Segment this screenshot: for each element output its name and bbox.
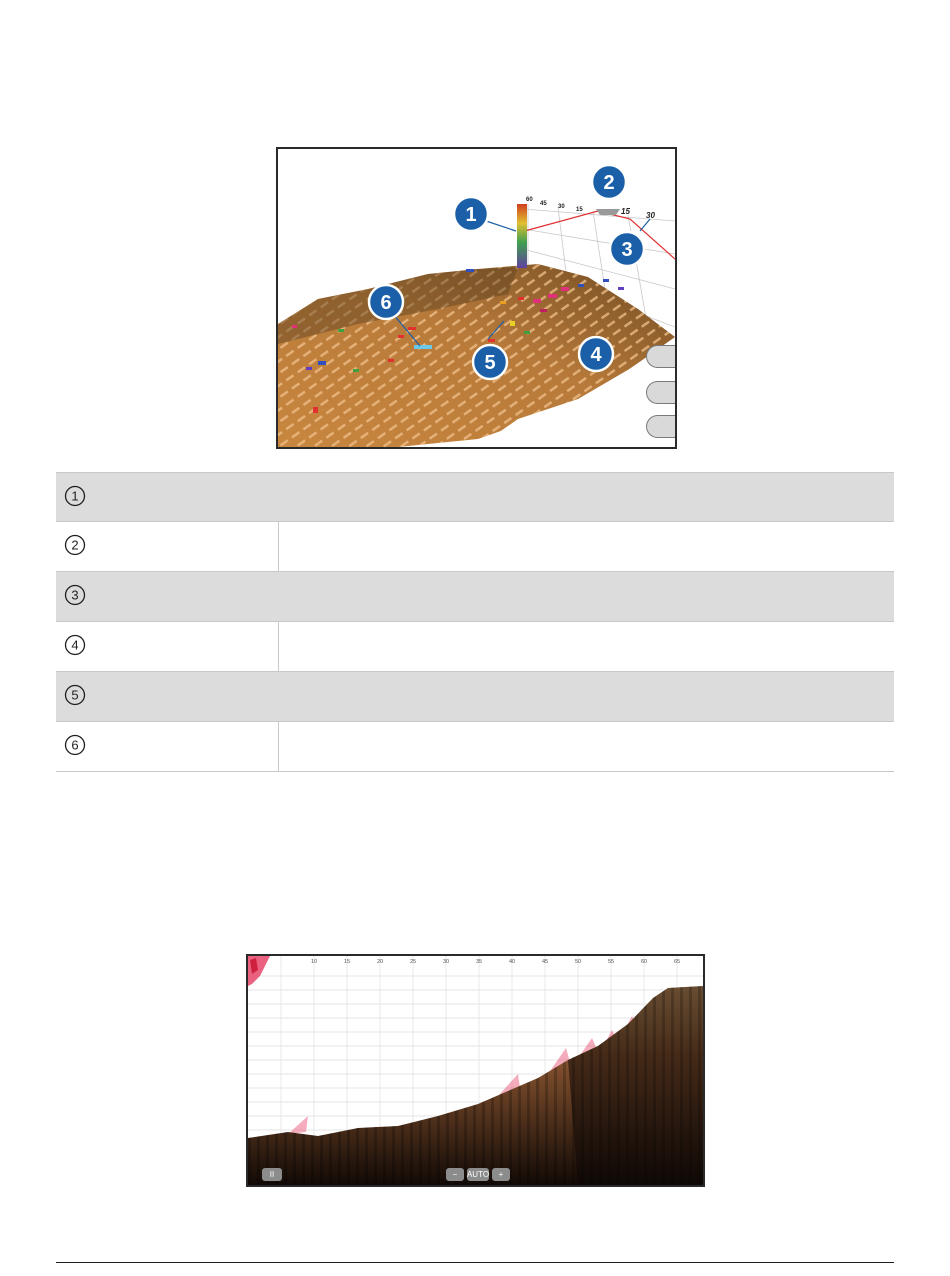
scale-label: 60 — [526, 197, 533, 203]
range-label: 50 — [574, 959, 582, 965]
scale-label: 15 — [621, 207, 630, 216]
column-divider — [278, 622, 279, 671]
waypoint-icon — [647, 416, 677, 449]
callout-number-icon — [64, 634, 86, 656]
column-divider — [278, 522, 279, 571]
callout-4: 4 — [590, 344, 602, 366]
callout-1: 1 — [465, 204, 477, 226]
waypoint-button[interactable] — [646, 415, 675, 438]
side-scan-sonar-view — [246, 954, 705, 1187]
callout-number-icon — [64, 584, 86, 606]
waypoint-button[interactable] — [646, 345, 675, 368]
3d-sonar-view — [276, 147, 677, 449]
scale-label: 30 — [558, 204, 565, 210]
svg-text:2: 2 — [71, 537, 79, 553]
range-label: 40 — [508, 959, 516, 965]
svg-text:6: 6 — [71, 737, 79, 753]
legend-row — [56, 472, 894, 522]
callout-3: 3 — [621, 239, 633, 261]
callout-number-icon — [64, 534, 86, 556]
sonar-history-render — [248, 956, 703, 1185]
callout-legend-table — [56, 472, 894, 772]
svg-text:4: 4 — [71, 637, 79, 653]
callout-6: 6 — [380, 292, 392, 314]
footer-rule — [56, 1262, 894, 1263]
callout-number-icon — [64, 485, 86, 507]
boat-icon — [596, 209, 620, 215]
callout-5: 5 — [484, 352, 496, 374]
range-label: 25 — [409, 959, 417, 965]
legend-row — [56, 722, 894, 772]
range-label: 55 — [607, 959, 615, 965]
column-divider — [278, 722, 279, 771]
depth-color-bar — [517, 204, 527, 268]
legend-row — [56, 672, 894, 722]
legend-row — [56, 572, 894, 622]
3d-sonar-render — [278, 149, 675, 447]
auto-zoom-button[interactable]: AUTO — [466, 1170, 490, 1179]
legend-row — [56, 522, 894, 572]
svg-text:1: 1 — [71, 488, 79, 504]
callout-number-icon — [64, 734, 86, 756]
legend-row — [56, 622, 894, 672]
scale-label: 45 — [540, 201, 547, 207]
scale-label: 15 — [576, 207, 583, 213]
range-label: 10 — [310, 959, 318, 965]
callout-number-icon — [64, 684, 86, 706]
range-label: 45 — [541, 959, 549, 965]
zoom-out-button[interactable]: − — [446, 1168, 464, 1181]
svg-text:5: 5 — [71, 687, 79, 703]
range-label: 60 — [640, 959, 648, 965]
range-label: 15 — [343, 959, 351, 965]
waypoint-button[interactable] — [646, 381, 675, 404]
zoom-in-button[interactable]: + — [492, 1168, 510, 1181]
range-label: 35 — [475, 959, 483, 965]
scale-label: 30 — [646, 211, 655, 220]
range-label: 30 — [442, 959, 450, 965]
range-label: 65 — [673, 959, 681, 965]
callout-2: 2 — [603, 172, 615, 194]
svg-text:3: 3 — [71, 587, 79, 603]
pause-button[interactable]: II — [262, 1168, 282, 1181]
range-label: 20 — [376, 959, 384, 965]
